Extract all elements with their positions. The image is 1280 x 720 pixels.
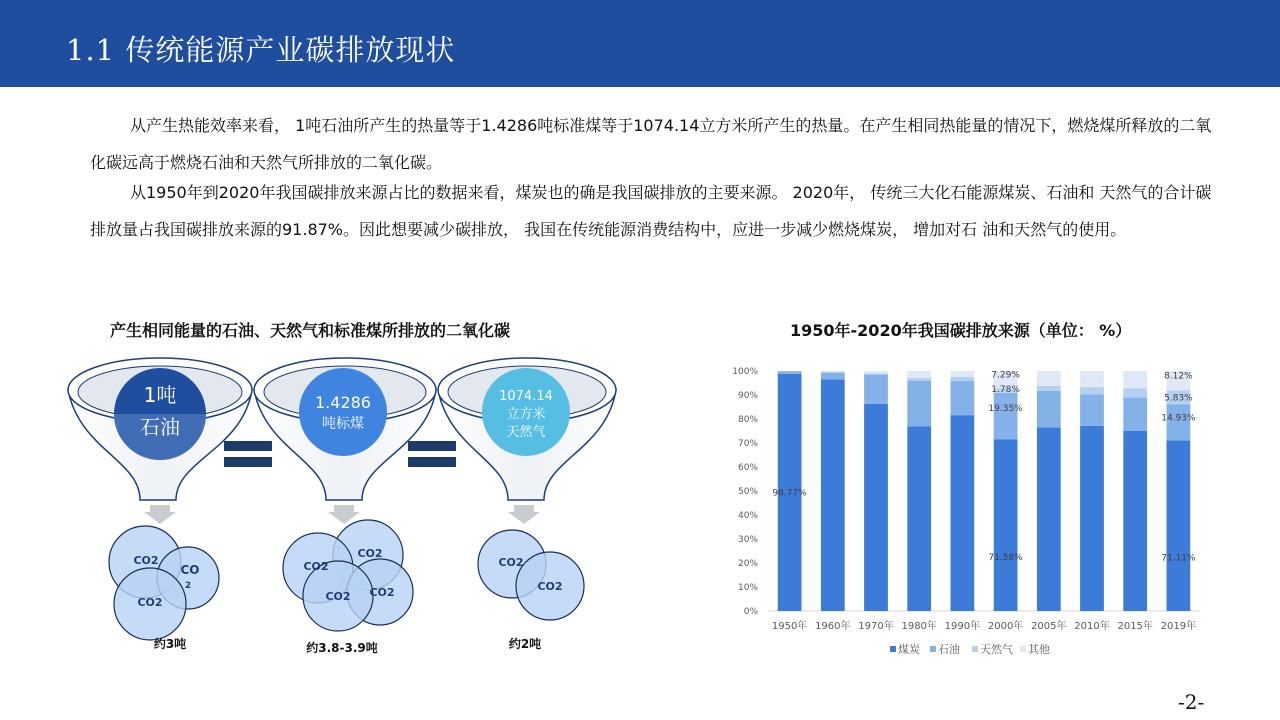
page-number: -2- (1178, 690, 1205, 714)
bar-segment-石油 (951, 381, 975, 415)
x-tick-label: 1980年 (901, 621, 937, 632)
paragraph-2-text: 从1950年到2020年我国碳排放来源占比的数据来看，煤炭也的确是我国碳排放的主要来源。 2020年， 传统三大化石能源煤炭、石油和 天然气的合计碳排放量占我国碳排放来源的91.87%。因此想要减少碳排放， 我国在传统能源消费结构中，应进一步减少燃烧煤炭， 增加对石 油和天然气的使用。 (90, 183, 1212, 239)
bar-segment-天然气 (1123, 388, 1147, 397)
x-tick-label: 1970年 (858, 621, 894, 632)
emission-source-chart (720, 355, 1240, 675)
legend-label: 其他 (1028, 643, 1050, 656)
x-tick-label: 2010年 (1074, 621, 1110, 632)
bar-segment-天然气 (821, 372, 845, 373)
data-label: 14.93% (1161, 413, 1196, 424)
source-circle (299, 368, 387, 456)
co2-label: CO (180, 563, 200, 577)
bar-segment-石油 (1080, 395, 1104, 426)
legend-swatch (1020, 646, 1026, 652)
emission-caption: 约2吨 (508, 637, 542, 651)
bar-segment-天然气 (864, 373, 888, 374)
paragraph-2 (90, 174, 1225, 248)
bar-segment-石油 (864, 375, 888, 404)
x-tick-label: 2015年 (1117, 621, 1153, 632)
x-tick-label: 1990年 (944, 621, 981, 632)
x-tick-label: 2000年 (987, 621, 1024, 632)
down-arrow-icon (144, 505, 176, 524)
co2-cluster (109, 526, 219, 640)
x-tick-label: 2019年 (1160, 621, 1197, 632)
source-label-1: 1074.14 (499, 389, 553, 404)
legend-label: 天然气 (980, 643, 1013, 656)
bar-segment-石油 (778, 371, 802, 374)
emission-caption: 约3.8-3.9吨 (306, 641, 378, 655)
source-label-3: 天然气 (506, 425, 546, 440)
paragraph-1 (90, 107, 1225, 181)
funnel-natural-gas (438, 358, 616, 651)
diagram-title: 产生相同能量的石油、天然气和标准煤所排放的二氧化碳 (110, 321, 511, 340)
bar-segment-天然气 (1037, 386, 1061, 391)
bar-segment-石油 (821, 373, 845, 380)
bar-segment-石油 (907, 381, 931, 427)
y-tick-label: 10% (737, 583, 758, 593)
bar-segment-其他 (1037, 371, 1061, 386)
down-arrow-icon (508, 505, 540, 524)
bar-segment-其他 (821, 371, 845, 372)
data-label: 98.77% (772, 488, 807, 499)
co2-label: CO2 (369, 586, 395, 599)
co2-label: CO2 (357, 547, 383, 560)
data-label: 1.78% (991, 384, 1020, 395)
chart-title: 1950年-2020年我国碳排放来源（单位： %） (790, 321, 1132, 340)
data-label: 7.29% (991, 370, 1020, 381)
legend-swatch (930, 646, 936, 652)
bar-segment-天然气 (1080, 387, 1104, 394)
co2-label: 2 (184, 581, 192, 591)
bar-segment-石油 (1123, 397, 1147, 431)
co2-label: CO2 (537, 580, 563, 593)
bar-segment-煤炭 (1123, 431, 1147, 611)
source-label-2: 石油 (140, 415, 180, 439)
co2-cluster (478, 530, 584, 620)
bar-segment-煤炭 (1080, 426, 1104, 611)
co2-label: CO2 (498, 556, 524, 569)
bar-segment-石油 (994, 393, 1018, 439)
x-tick-label: 2005年 (1031, 621, 1067, 632)
bar-segment-煤炭 (951, 415, 975, 611)
bar-segment-煤炭 (864, 404, 888, 611)
funnel-oil (68, 358, 252, 651)
co2-label: CO2 (303, 560, 329, 573)
emission-caption: 约3吨 (153, 637, 187, 651)
equals-icon (408, 441, 456, 467)
data-label: 71.11% (1161, 553, 1196, 564)
funnel-diagram (0, 350, 640, 680)
y-tick-label: 90% (737, 391, 758, 401)
y-tick-label: 0% (743, 607, 758, 617)
co2-label: CO2 (325, 590, 351, 603)
y-tick-label: 50% (737, 487, 758, 497)
y-tick-label: 70% (737, 439, 758, 449)
bar-segment-煤炭 (821, 379, 845, 611)
co2-label: CO2 (133, 554, 159, 567)
co2-cluster (283, 520, 413, 631)
bar-segment-煤炭 (907, 426, 931, 611)
data-label: 19.35% (988, 403, 1023, 414)
header-bar (0, 0, 1280, 87)
bar-segment-其他 (951, 371, 975, 377)
y-tick-label: 60% (737, 463, 758, 473)
bar-segment-其他 (1080, 371, 1104, 387)
data-label: 71.58% (988, 553, 1023, 564)
bar-segment-其他 (1123, 371, 1147, 388)
paragraph-1-text: 从产生热能效率来看， 1吨石油所产生的热量等于1.4286吨标准煤等于1074.14立方米所产生的热量。在产生相同热能量的情况下，燃烧煤所释放的二氧化碳远高于燃烧石油和天然气所排放的二氧化碳。 (90, 116, 1212, 172)
source-label-1: 1.4286 (315, 393, 371, 412)
bar-segment-其他 (864, 371, 888, 373)
bar-segment-石油 (1037, 391, 1061, 427)
legend-swatch (972, 646, 978, 652)
data-label: 8.12% (1164, 371, 1193, 382)
equals-icon (224, 441, 272, 467)
y-tick-label: 100% (732, 367, 758, 377)
source-label-2: 吨标煤 (322, 416, 364, 432)
legend-label: 石油 (938, 643, 960, 656)
data-label: 5.83% (1164, 393, 1193, 404)
y-tick-label: 30% (737, 535, 758, 545)
source-label-1: 1吨 (143, 383, 177, 407)
page-title: 1.1 传统能源产业碳排放现状 (66, 33, 456, 67)
x-tick-label: 1950年 (771, 621, 808, 632)
bar-segment-煤炭 (1037, 427, 1061, 611)
legend-swatch (890, 646, 896, 652)
y-tick-label: 80% (737, 415, 758, 425)
legend-label: 煤炭 (898, 643, 920, 656)
bar-segment-煤炭 (994, 439, 1018, 611)
bar-segment-煤炭 (1167, 440, 1191, 611)
bar-segment-天然气 (907, 378, 931, 381)
bar-segment-其他 (907, 371, 931, 378)
down-arrow-icon (328, 505, 360, 524)
x-tick-label: 1960年 (815, 621, 851, 632)
co2-label: CO2 (137, 596, 163, 609)
bar-segment-天然气 (951, 377, 975, 381)
source-label-2: 立方米 (506, 407, 546, 422)
y-tick-label: 40% (737, 511, 758, 521)
y-tick-label: 20% (737, 559, 758, 569)
funnel-coal (254, 358, 436, 655)
